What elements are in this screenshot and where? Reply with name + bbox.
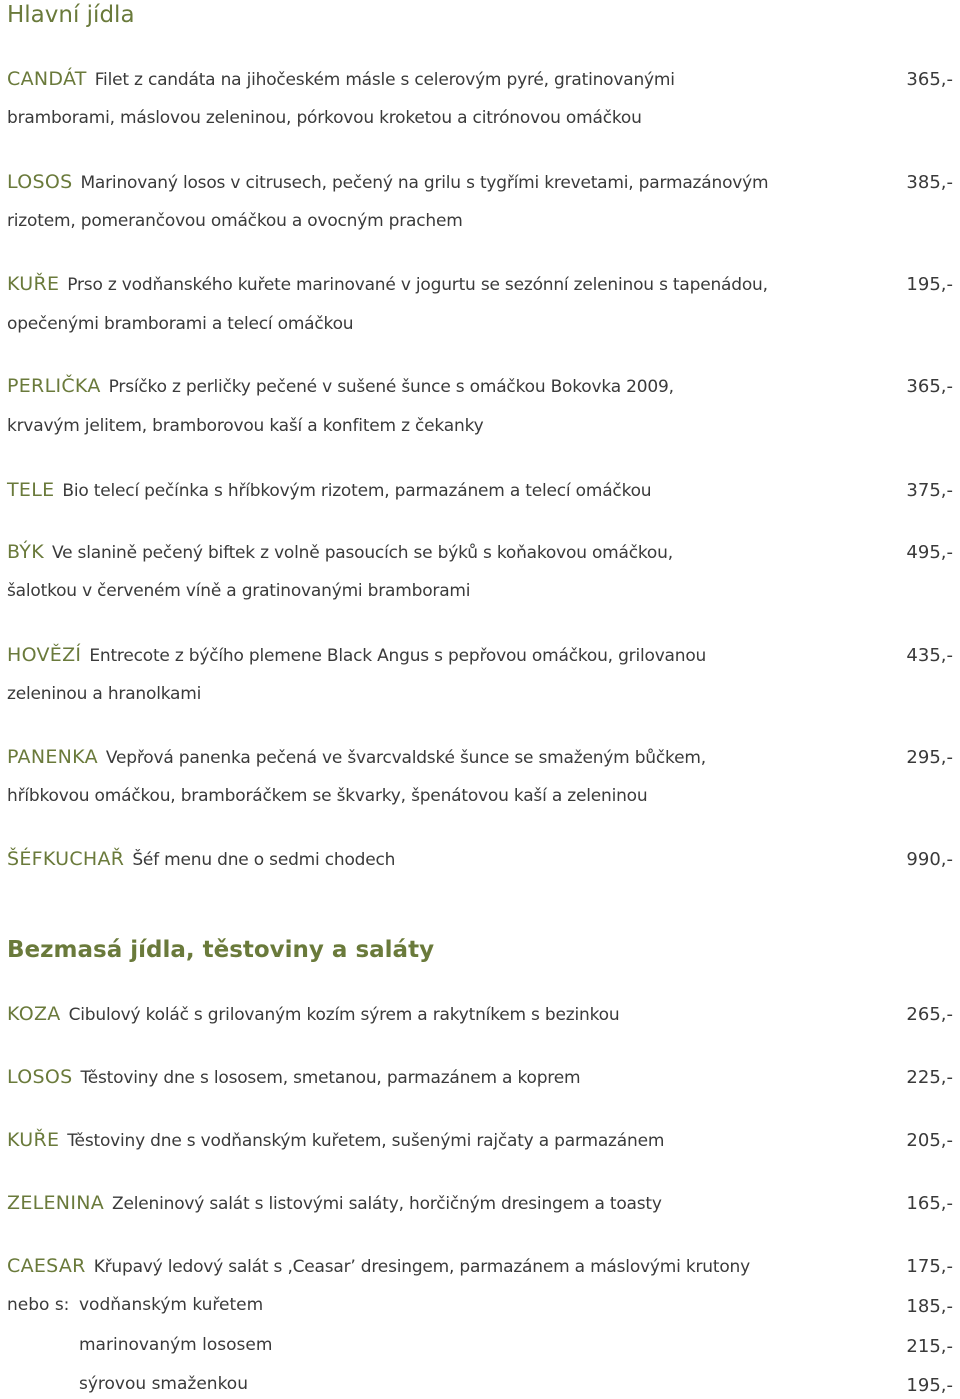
option-price: 215,-: [906, 1336, 953, 1357]
menu-item-line1: [7, 748, 706, 767]
menu-item-name: KUŘE: [7, 273, 60, 295]
option-label: sýrovou smaženkou: [79, 1374, 248, 1394]
menu-item-line1: [7, 173, 768, 192]
menu-item-line1: [7, 275, 768, 294]
menu-item-line1: [7, 1131, 664, 1150]
menu-item-price: 225,-: [906, 1067, 953, 1088]
menu-item-price: 365,-: [906, 69, 953, 90]
menu-item-price: 265,-: [906, 1004, 953, 1025]
menu-item-price: 165,-: [906, 1193, 953, 1214]
menu-item-description-cont: bramborami, máslovou zeleninou, pórkovou kroketou a citrónovou omáčkou: [7, 108, 642, 128]
menu-item-description: Filet z candáta na jihočeském másle s celerovým pyré, gratinovanými: [94, 70, 675, 90]
menu-item-price: 990,-: [906, 849, 953, 870]
menu-item-name: BÝK: [7, 541, 44, 563]
menu-item-description: Křupavý ledový salát s ‚Ceasar’ dresingem, parmazánem a máslovými krutony: [93, 1257, 750, 1277]
section-title-main-dishes: Hlavní jídla: [7, 2, 135, 28]
menu-item-description: Těstoviny dne s lososem, smetanou, parmazánem a koprem: [80, 1068, 581, 1088]
option-price: 185,-: [906, 1296, 953, 1317]
menu-item-name: LOSOS: [7, 171, 73, 193]
menu-item-description-cont: krvavým jelitem, bramborovou kaší a konfitem z čekanky: [7, 416, 484, 436]
menu-item-description: Těstoviny dne s vodňanským kuřetem, sušenými rajčaty a parmazánem: [67, 1131, 665, 1151]
menu-item-description: Entrecote z býčího plemene Black Angus s pepřovou omáčkou, grilovanou: [89, 646, 707, 666]
menu-item-description: Marinovaný losos v citrusech, pečený na grilu s tygřími krevetami, parmazánovým: [80, 173, 769, 193]
menu-item-description: Šéf menu dne o sedmi chodech: [132, 850, 396, 870]
menu-item-price: 435,-: [906, 645, 953, 666]
menu-item-description: Bio telecí pečínka s hříbkovým rizotem, parmazánem a telecí omáčkou: [62, 481, 652, 501]
option-label: vodňanským kuřetem: [79, 1295, 264, 1315]
menu-item-description: Prsíčko z perličky pečené v sušené šunce s omáčkou Bokovka 2009,: [108, 377, 674, 397]
menu-item-name: ZELENINA: [7, 1192, 105, 1214]
menu-item-name: HOVĚZÍ: [7, 644, 82, 666]
menu-item-line1: [7, 377, 674, 396]
menu-item-description: Prso z vodňanského kuřete marinované v jogurtu se sezónní zeleninou s tapenádou,: [67, 275, 768, 295]
menu-item-description-cont: šalotkou v červeném víně a gratinovanými bramborami: [7, 581, 471, 601]
menu-item-line1: [7, 543, 673, 562]
menu-item-line1: [7, 1068, 580, 1087]
menu-item-price: 295,-: [906, 747, 953, 768]
menu-item-price: 385,-: [906, 172, 953, 193]
menu-item-description: Zeleninový salát s listovými saláty, horčičným dresingem a toasty: [112, 1194, 662, 1214]
menu-item-description: Ve slanině pečený biftek z volně pasoucích se býků s koňakovou omáčkou,: [51, 543, 673, 563]
menu-item-name: KOZA: [7, 1003, 61, 1025]
menu-item-name: ŠÉFKUCHAŘ: [7, 848, 125, 870]
menu-item-line1: [7, 1194, 662, 1213]
menu-item-price: 495,-: [906, 542, 953, 563]
menu-item-description-cont: hříbkovou omáčkou, bramboráčkem se škvarky, špenátovou kaší a zeleninou: [7, 786, 648, 806]
menu-item-price: 375,-: [906, 480, 953, 501]
menu-item-name: LOSOS: [7, 1066, 73, 1088]
menu-item-name: PERLIČKA: [7, 375, 101, 397]
menu-item-price: 175,-: [906, 1256, 953, 1277]
menu-item-line1: [7, 850, 395, 869]
option-label: marinovaným lososem: [79, 1335, 273, 1355]
menu-item-name: PANENKA: [7, 746, 98, 768]
menu-item-description-cont: rizotem, pomerančovou omáčkou a ovocným prachem: [7, 211, 463, 231]
menu-item-price: 365,-: [906, 376, 953, 397]
menu-item-name: CAESAR: [7, 1255, 86, 1277]
menu-item-price: 205,-: [906, 1130, 953, 1151]
menu-item-name: TELE: [7, 479, 55, 501]
menu-item-line1: [7, 646, 706, 665]
menu-item-description-cont: opečenými bramborami a telecí omáčkou: [7, 314, 354, 334]
section-title-meatless-pasta-salads: Bezmasá jídla, těstoviny a saláty: [7, 937, 435, 963]
menu-item-name: KUŘE: [7, 1129, 60, 1151]
menu-item-description: Cibulový koláč s grilovaným kozím sýrem a rakytníkem s bezinkou: [68, 1005, 620, 1025]
menu-item-description-cont: zeleninou a hranolkami: [7, 684, 202, 704]
menu-item-line1: [7, 1257, 750, 1276]
menu-item-price: 195,-: [906, 274, 953, 295]
menu-item-name: CANDÁT: [7, 68, 87, 90]
options-prefix: nebo s:: [7, 1295, 70, 1315]
menu-item-line1: [7, 1005, 619, 1024]
menu-item-line1: [7, 70, 675, 89]
menu-item-line1: [7, 481, 651, 500]
option-price: 195,-: [906, 1375, 953, 1396]
menu-item-description: Vepřová panenka pečená ve švarcvaldské šunce se smaženým bůčkem,: [105, 748, 706, 768]
